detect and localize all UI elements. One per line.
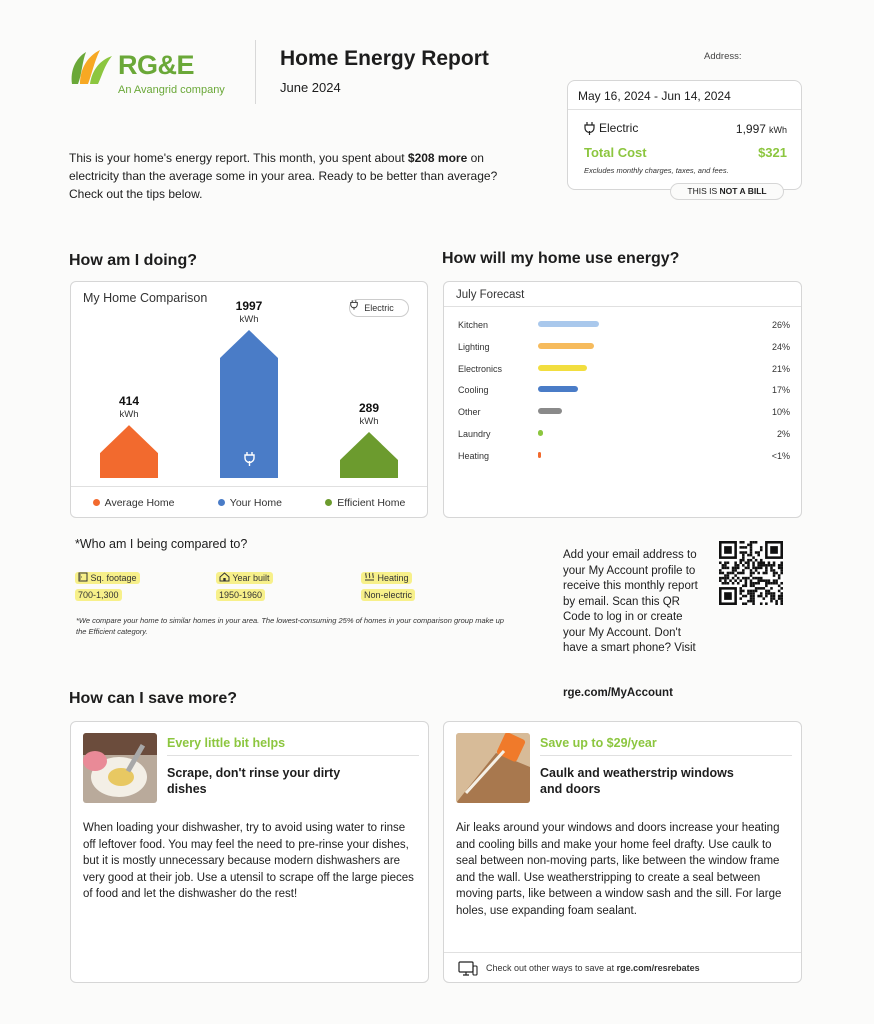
legend-label: Your Home [229,496,282,509]
attr-heating-label-wrap [361,572,412,584]
legend-label: Efficient Home [337,496,406,509]
comparison-unit-label: kWh [119,409,139,421]
forecast-percent: 26% [771,320,790,330]
electric-value: 1,997 [735,122,766,136]
email-promo-text: Add your email address to your My Account profile to receive this monthly report by email. Scan this QR Code to log in or create your My Account. Don't have a smart phone? Visit [563,549,698,654]
attr-sq-footage-label-wrap [75,572,140,584]
attr-heating [361,572,412,583]
attr-sq-footage-value: 700-1,300 [75,589,122,601]
bill-summary-card [567,80,802,190]
computer-icon [458,961,478,976]
section-heading-save: How can I save more? [69,690,238,707]
rge-logo-icon [68,46,114,86]
not-a-bill-badge [670,183,784,200]
electric-usage-label [584,121,638,135]
section-heading-doing: How am I doing? [69,252,197,269]
comparison-bar [340,432,398,478]
attr-year-built-value-wrap [216,590,265,600]
forecast-title: July Forecast [444,282,801,307]
forecast-label: Cooling [458,385,489,396]
legend-item [325,497,405,509]
attr-heating-value-wrap [361,590,415,600]
tip-card-caulk [443,721,802,983]
attr-year-built-label-wrap [216,572,273,584]
forecast-row [458,449,790,463]
forecast-row [458,318,790,332]
forecast-label: Electronics [458,363,503,374]
tip-divider [167,755,419,756]
forecast-label: Lighting [458,341,490,352]
forecast-label: Kitchen [458,320,489,330]
forecast-row [458,383,790,397]
attr-sq-footage [75,572,140,583]
forecast-percent: 21% [771,363,790,374]
ruler-icon [78,572,88,582]
header-divider [255,40,256,104]
attr-year-built [216,572,273,583]
comparison-value-label: 289 [358,401,380,415]
forecast-percent: 10% [771,407,790,418]
forecast-label: Other [458,407,481,418]
caulk-photo-icon [456,733,530,803]
intro-amount: $208 more [407,151,468,165]
comparison-bar [100,425,158,478]
electric-unit: kWh [769,125,787,135]
forecast-bar [538,386,578,392]
attr-year-built-value: 1950-1960 [216,589,265,601]
legend-item [93,497,175,509]
attr-sq-footage-value-wrap [75,590,122,600]
legend-item [218,497,282,509]
legend-dot [325,499,332,506]
forecast-row [458,362,790,376]
forecast-percent: 17% [771,385,790,396]
home-comparison-card [70,281,428,518]
tip-title: Caulk and weatherstrip windows and doors [540,766,734,796]
dishes-photo-icon [83,733,157,803]
forecast-percent: 2% [776,429,790,439]
forecast-bar [538,365,587,371]
electric-usage-value [736,122,787,136]
legend-dot [93,499,100,506]
forecast-label: Laundry [458,429,491,439]
comparison-legend [71,486,427,518]
heat-icon [364,572,375,582]
comparison-chart [71,282,429,486]
forecast-row [458,340,790,354]
comparison-unit-label: kWh [359,416,379,427]
forecast-bar [538,343,594,349]
house-icon [219,572,230,582]
forecast-row [458,427,790,441]
forecast-label: Heating [458,450,490,461]
report-date: June 2024 [280,80,341,95]
electric-label: Electric [599,121,639,135]
intro-after: on electricity than the average some in your area. Ready to be better than average? Check out the tips below. [69,151,498,201]
tip-card-dishes [70,721,429,983]
total-cost-label: Total Cost [584,145,647,160]
electric-pill-label: Electric [364,303,394,313]
billing-period: May 16, 2024 - Jun 14, 2024 [568,81,801,110]
rebates-prefix: Check out other ways to save at [486,963,617,973]
my-account-link[interactable]: rge.com/MyAccount [563,687,673,699]
forecast-bar [538,430,543,436]
comparison-title: My Home Comparison [83,291,208,305]
tip-body: Air leaks around your windows and doors increase your heating and cooling bills and make your home feel drafty. Use caulk to seal between non-moving parts, like between the window frame and the wall. Use weatherstripping to create a seal between moving parts, like between a window sash and the sill. For large holes, use expanding foam sealant. [456,822,782,917]
attr-sq-footage-label: Sq. footage [90,573,137,583]
attr-heating-value: Non-electric [361,589,415,601]
comparison-bar [220,330,278,478]
not-bill-prefix: THIS IS [687,186,720,196]
forecast-card [443,281,802,518]
forecast-percent: 24% [771,341,790,352]
total-cost-value: $321 [758,145,787,160]
attr-year-built-label: Year built [232,573,270,583]
tip-body: When loading your dishwasher, try to avoid using water to rinse off leftover food. You may feel the need to pre-rinse your dishes, but it is mostly unnecessary because modern dishwashers are very good at their job. Use a utensil to scrape off the large pieces of food and let the dishwasher do the rest! [83,822,414,900]
forecast-percent: <1% [771,450,790,461]
cost-note: Excludes monthly charges, taxes, and fees. [584,166,729,175]
address-label: Address: [704,51,742,62]
intro-text [69,149,534,203]
tip-kicker: Every little bit helps [167,736,286,750]
legend-dot [218,499,225,506]
comparison-value-label: 1997 [235,299,263,313]
rebates-text [486,963,700,973]
tip-divider [540,755,792,756]
brand-name: RG&E [118,50,195,80]
rebates-footer [444,952,801,983]
forecast-row [458,405,790,419]
rebates-link[interactable]: rge.com/resrebates [616,963,700,973]
tip-title: Scrape, don't rinse your dirty dishes [167,766,341,796]
intro-before: This is your home's energy report. This month, you spent about [69,151,408,165]
comparison-value-label: 414 [118,394,140,409]
attr-heating-label: Heating [377,573,409,583]
section-heading-forecast: How will my home use energy? [442,250,680,267]
brand-subtitle: An Avangrid company [118,84,225,96]
forecast-bar [538,408,562,414]
forecast-bar [538,452,541,458]
comparison-note: *We compare your home to similar homes in your area. The lowest-consuming 25% of homes in your comparison group make up the Efficient category. [76,616,504,636]
comparison-unit-label: kWh [239,314,259,325]
legend-label: Average Home [104,496,175,509]
plug-icon [584,122,595,135]
compared-to-heading: *Who am I being compared to? [75,537,248,551]
qr-code-icon[interactable] [719,541,783,605]
forecast-bar [538,321,599,327]
page-title: Home Energy Report [280,47,489,70]
tip-kicker: Save up to $29/year [540,736,657,750]
not-bill-strong: NOT A BILL [719,186,767,196]
